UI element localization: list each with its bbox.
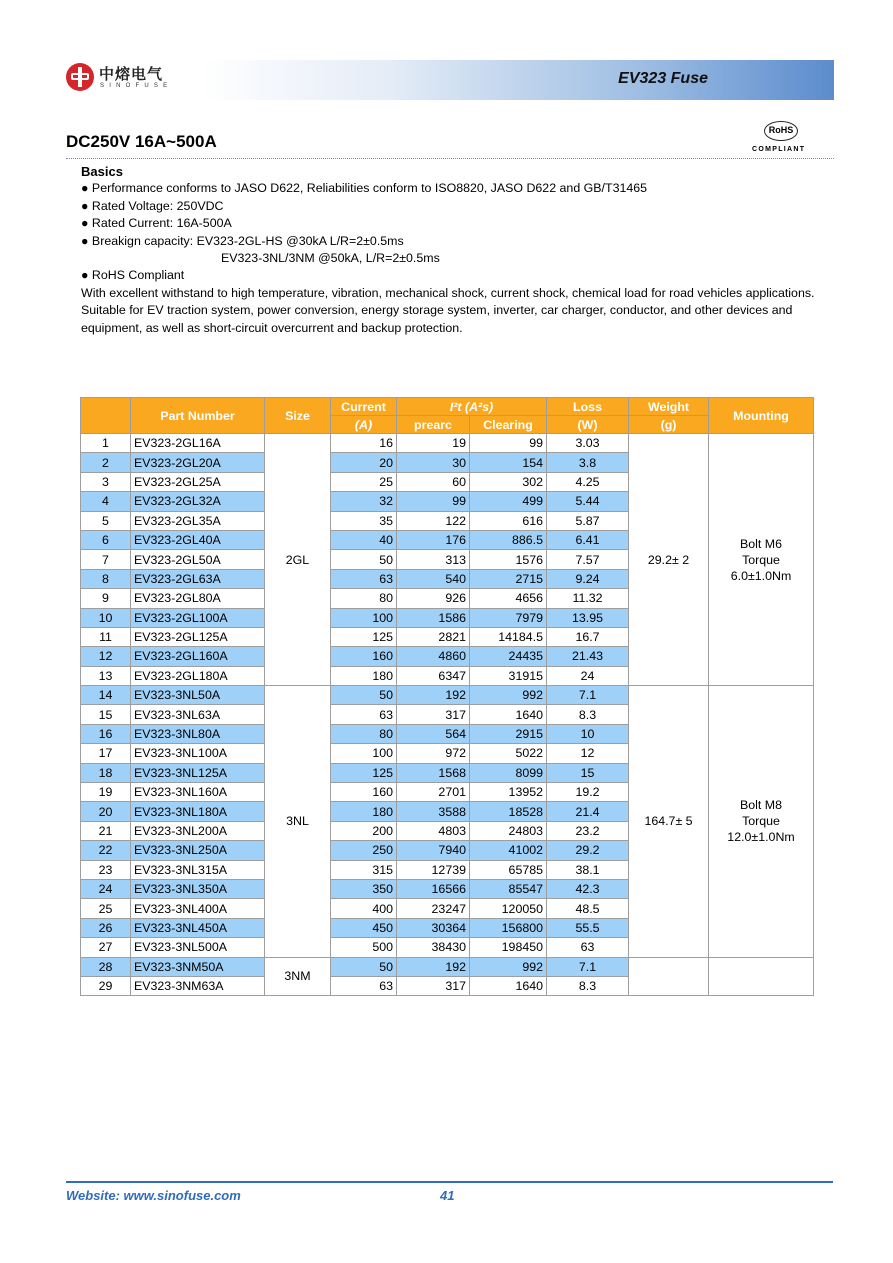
current-cell: 50: [331, 550, 397, 569]
clearing-cell: 99: [470, 434, 547, 453]
current-cell: 16: [331, 434, 397, 453]
weight-cell: 164.7± 5: [629, 686, 709, 957]
row-number: 2: [81, 453, 131, 472]
clearing-cell: 499: [470, 492, 547, 511]
basics-line: ● Rated Voltage: 250VDC: [81, 198, 224, 213]
part-number-cell: EV323-2GL40A: [131, 530, 265, 549]
table-row: [81, 957, 814, 976]
header-clearing: Clearing: [470, 416, 547, 434]
part-number-cell: EV323-3NL100A: [131, 744, 265, 763]
prearc-cell: 2821: [397, 627, 470, 646]
prearc-cell: 317: [397, 976, 470, 995]
row-number: 24: [81, 879, 131, 898]
part-number-cell: EV323-2GL160A: [131, 647, 265, 666]
title-divider: [66, 158, 834, 159]
current-cell: 63: [331, 705, 397, 724]
part-number-cell: EV323-2GL100A: [131, 608, 265, 627]
current-cell: 200: [331, 821, 397, 840]
prearc-cell: 23247: [397, 899, 470, 918]
row-number: 11: [81, 627, 131, 646]
part-number-cell: EV323-2GL16A: [131, 434, 265, 453]
part-number-cell: EV323-2GL35A: [131, 511, 265, 530]
prearc-cell: 122: [397, 511, 470, 530]
loss-cell: 8.3: [547, 976, 629, 995]
current-cell: 40: [331, 530, 397, 549]
basics-line: ● RoHS Compliant: [81, 268, 185, 283]
loss-cell: 9.24: [547, 569, 629, 588]
clearing-cell: 302: [470, 472, 547, 491]
part-number-cell: EV323-3NL125A: [131, 763, 265, 782]
part-number-cell: EV323-3NL500A: [131, 938, 265, 957]
prearc-cell: 3588: [397, 802, 470, 821]
loss-cell: 21.4: [547, 802, 629, 821]
logo-mark-icon: [66, 63, 94, 91]
current-cell: 63: [331, 976, 397, 995]
header-loss-unit: (W): [547, 416, 629, 434]
loss-cell: 7.1: [547, 957, 629, 976]
part-number-cell: EV323-3NL400A: [131, 899, 265, 918]
clearing-cell: 1640: [470, 705, 547, 724]
loss-cell: 7.1: [547, 686, 629, 705]
prearc-cell: 16566: [397, 879, 470, 898]
current-cell: 180: [331, 802, 397, 821]
clearing-cell: 7979: [470, 608, 547, 627]
header-no: [81, 398, 131, 434]
part-number-cell: EV323-3NL50A: [131, 686, 265, 705]
current-cell: 100: [331, 744, 397, 763]
row-number: 19: [81, 783, 131, 802]
prearc-cell: 176: [397, 530, 470, 549]
current-cell: 35: [331, 511, 397, 530]
current-cell: 80: [331, 589, 397, 608]
row-number: 12: [81, 647, 131, 666]
clearing-cell: 1640: [470, 976, 547, 995]
loss-cell: 24: [547, 666, 629, 685]
prearc-cell: 926: [397, 589, 470, 608]
mounting-cell: [709, 434, 814, 686]
loss-cell: 21.43: [547, 647, 629, 666]
row-number: 5: [81, 511, 131, 530]
clearing-cell: 85547: [470, 879, 547, 898]
row-number: 4: [81, 492, 131, 511]
mounting-cell: [709, 957, 814, 996]
row-number: 13: [81, 666, 131, 685]
clearing-cell: 8099: [470, 763, 547, 782]
mounting-line: Bolt M6: [740, 536, 783, 551]
row-number: 28: [81, 957, 131, 976]
mounting-line: 12.0±1.0Nm: [727, 830, 795, 845]
table-row: [81, 686, 814, 705]
rohs-label: COMPLIANT: [752, 146, 806, 153]
loss-cell: 48.5: [547, 899, 629, 918]
part-number-cell: EV323-2GL20A: [131, 453, 265, 472]
part-number-cell: EV323-3NL315A: [131, 860, 265, 879]
row-number: 25: [81, 899, 131, 918]
prearc-cell: 2701: [397, 783, 470, 802]
page-number: 41: [440, 1188, 455, 1203]
current-cell: 160: [331, 647, 397, 666]
clearing-cell: 18528: [470, 802, 547, 821]
clearing-cell: 65785: [470, 860, 547, 879]
loss-cell: 4.25: [547, 472, 629, 491]
current-cell: 100: [331, 608, 397, 627]
row-number: 15: [81, 705, 131, 724]
header-prearc: prearc: [397, 416, 470, 434]
part-number-cell: EV323-3NM63A: [131, 976, 265, 995]
current-cell: 400: [331, 899, 397, 918]
rohs-badge: [752, 121, 812, 157]
loss-cell: 11.32: [547, 589, 629, 608]
row-number: 27: [81, 938, 131, 957]
loss-cell: 63: [547, 938, 629, 957]
current-cell: 250: [331, 841, 397, 860]
header-current: Current: [331, 398, 397, 416]
loss-cell: 12: [547, 744, 629, 763]
current-cell: 450: [331, 918, 397, 937]
spec-table: [80, 397, 814, 996]
loss-cell: 42.3: [547, 879, 629, 898]
part-number-cell: EV323-2GL63A: [131, 569, 265, 588]
part-number-cell: EV323-2GL32A: [131, 492, 265, 511]
clearing-cell: 4656: [470, 589, 547, 608]
part-number-cell: EV323-3NL200A: [131, 821, 265, 840]
mounting-line: Torque: [742, 552, 780, 567]
header-banner: [200, 60, 834, 100]
header-part-number: Part Number: [131, 398, 265, 434]
clearing-cell: 992: [470, 686, 547, 705]
clearing-cell: 156800: [470, 918, 547, 937]
basics-line: ● Breakign capacity: EV323-2GL-HS @30kA L/R=2±0.5ms: [81, 233, 404, 248]
header-mounting: Mounting: [709, 398, 814, 434]
row-number: 16: [81, 724, 131, 743]
row-number: 8: [81, 569, 131, 588]
prearc-cell: 192: [397, 957, 470, 976]
prearc-cell: 564: [397, 724, 470, 743]
prearc-cell: 6347: [397, 666, 470, 685]
prearc-cell: 19: [397, 434, 470, 453]
header-loss: Loss: [547, 398, 629, 416]
loss-cell: 7.57: [547, 550, 629, 569]
part-number-cell: EV323-3NL450A: [131, 918, 265, 937]
clearing-cell: 14184.5: [470, 627, 547, 646]
loss-cell: 6.41: [547, 530, 629, 549]
row-number: 21: [81, 821, 131, 840]
logo-english-name: SINOFUSE: [100, 83, 173, 89]
row-number: 20: [81, 802, 131, 821]
loss-cell: 29.2: [547, 841, 629, 860]
loss-cell: 15: [547, 763, 629, 782]
part-number-cell: EV323-3NL180A: [131, 802, 265, 821]
current-cell: 160: [331, 783, 397, 802]
current-cell: 350: [331, 879, 397, 898]
part-number-cell: EV323-2GL50A: [131, 550, 265, 569]
loss-cell: 16.7: [547, 627, 629, 646]
row-number: 10: [81, 608, 131, 627]
row-number: 23: [81, 860, 131, 879]
prearc-cell: 12739: [397, 860, 470, 879]
part-number-cell: EV323-2GL180A: [131, 666, 265, 685]
current-cell: 20: [331, 453, 397, 472]
company-logo: [66, 62, 186, 96]
loss-cell: 23.2: [547, 821, 629, 840]
prearc-cell: 4860: [397, 647, 470, 666]
row-number: 18: [81, 763, 131, 782]
loss-cell: 13.95: [547, 608, 629, 627]
loss-cell: 3.8: [547, 453, 629, 472]
basics-line: ● Performance conforms to JASO D622, Reliabilities conform to ISO8820, JASO D622 and GB/T31465: [81, 181, 648, 196]
part-number-cell: EV323-3NL350A: [131, 879, 265, 898]
part-number-cell: EV323-2GL25A: [131, 472, 265, 491]
clearing-cell: 154: [470, 453, 547, 472]
loss-cell: 5.87: [547, 511, 629, 530]
prearc-cell: 38430: [397, 938, 470, 957]
size-cell: 3NM: [265, 957, 331, 996]
product-title: EV323 Fuse: [618, 70, 708, 87]
mounting-line: 6.0±1.0Nm: [730, 568, 792, 583]
spec-table-body: [81, 434, 814, 996]
prearc-cell: 99: [397, 492, 470, 511]
row-number: 9: [81, 589, 131, 608]
prearc-cell: 30: [397, 453, 470, 472]
header-current-unit: (A): [331, 416, 397, 434]
prearc-cell: 192: [397, 686, 470, 705]
clearing-cell: 1576: [470, 550, 547, 569]
basics-description: With excellent withstand to high temperature, vibration, mechanical shock, current shock, chemical load for road vehicles applications. Suitable for EV traction system, power conversion, energy storage system, inverter, car charger, conductor, and other devices and equipment, as well as short-circuit overcurrent and backup protection.: [81, 285, 815, 335]
basics-title: Basics: [81, 164, 123, 179]
loss-cell: 10: [547, 724, 629, 743]
part-number-cell: EV323-2GL125A: [131, 627, 265, 646]
loss-cell: 5.44: [547, 492, 629, 511]
clearing-cell: 886.5: [470, 530, 547, 549]
header-size: Size: [265, 398, 331, 434]
header-i2t: I²t (A²s): [397, 398, 547, 416]
part-number-cell: EV323-3NL160A: [131, 783, 265, 802]
current-cell: 50: [331, 957, 397, 976]
prearc-cell: 30364: [397, 918, 470, 937]
part-number-cell: EV323-3NM50A: [131, 957, 265, 976]
current-cell: 32: [331, 492, 397, 511]
loss-cell: 38.1: [547, 860, 629, 879]
clearing-cell: 31915: [470, 666, 547, 685]
row-number: 7: [81, 550, 131, 569]
current-cell: 50: [331, 686, 397, 705]
table-row: [81, 434, 814, 453]
current-cell: 80: [331, 724, 397, 743]
clearing-cell: 198450: [470, 938, 547, 957]
rohs-mark: RoHS: [764, 121, 798, 141]
part-number-cell: EV323-3NL80A: [131, 724, 265, 743]
loss-cell: 19.2: [547, 783, 629, 802]
weight-cell: 29.2± 2: [629, 434, 709, 686]
basics-line: EV323-3NL/3NM @50kA, L/R=2±0.5ms: [221, 251, 440, 266]
size-cell: 3NL: [265, 686, 331, 957]
part-number-cell: EV323-3NL250A: [131, 841, 265, 860]
basics-line: ● Rated Current: 16A-500A: [81, 216, 232, 231]
clearing-cell: 24803: [470, 821, 547, 840]
loss-cell: 55.5: [547, 918, 629, 937]
clearing-cell: 24435: [470, 647, 547, 666]
part-number-cell: EV323-3NL63A: [131, 705, 265, 724]
clearing-cell: 5022: [470, 744, 547, 763]
current-cell: 25: [331, 472, 397, 491]
footer-divider: [66, 1181, 833, 1183]
clearing-cell: 2715: [470, 569, 547, 588]
current-cell: 315: [331, 860, 397, 879]
clearing-cell: 616: [470, 511, 547, 530]
header-weight-unit: (g): [629, 416, 709, 434]
mounting-line: Torque: [742, 814, 780, 829]
prearc-cell: 60: [397, 472, 470, 491]
row-number: 22: [81, 841, 131, 860]
basics-section: [81, 163, 821, 337]
row-number: 26: [81, 918, 131, 937]
prearc-cell: 313: [397, 550, 470, 569]
prearc-cell: 7940: [397, 841, 470, 860]
row-number: 3: [81, 472, 131, 491]
current-cell: 180: [331, 666, 397, 685]
clearing-cell: 2915: [470, 724, 547, 743]
prearc-cell: 972: [397, 744, 470, 763]
prearc-cell: 317: [397, 705, 470, 724]
row-number: 6: [81, 530, 131, 549]
clearing-cell: 41002: [470, 841, 547, 860]
current-cell: 125: [331, 627, 397, 646]
weight-cell: [629, 957, 709, 996]
size-cell: 2GL: [265, 434, 331, 686]
current-cell: 500: [331, 938, 397, 957]
clearing-cell: 13952: [470, 783, 547, 802]
clearing-cell: 992: [470, 957, 547, 976]
row-number: 14: [81, 686, 131, 705]
prearc-cell: 1568: [397, 763, 470, 782]
row-number: 17: [81, 744, 131, 763]
loss-cell: 8.3: [547, 705, 629, 724]
current-cell: 63: [331, 569, 397, 588]
clearing-cell: 120050: [470, 899, 547, 918]
part-number-cell: EV323-2GL80A: [131, 589, 265, 608]
prearc-cell: 540: [397, 569, 470, 588]
prearc-cell: 4803: [397, 821, 470, 840]
loss-cell: 3.03: [547, 434, 629, 453]
mounting-cell: [709, 686, 814, 957]
current-cell: 125: [331, 763, 397, 782]
prearc-cell: 1586: [397, 608, 470, 627]
page-title: DC250V 16A~500A: [66, 132, 217, 151]
logo-chinese-name: 中熔电气: [99, 65, 164, 83]
header-weight: Weight: [629, 398, 709, 416]
row-number: 29: [81, 976, 131, 995]
footer-website: Website: www.sinofuse.com: [66, 1188, 241, 1203]
row-number: 1: [81, 434, 131, 453]
mounting-line: Bolt M8: [740, 798, 783, 813]
